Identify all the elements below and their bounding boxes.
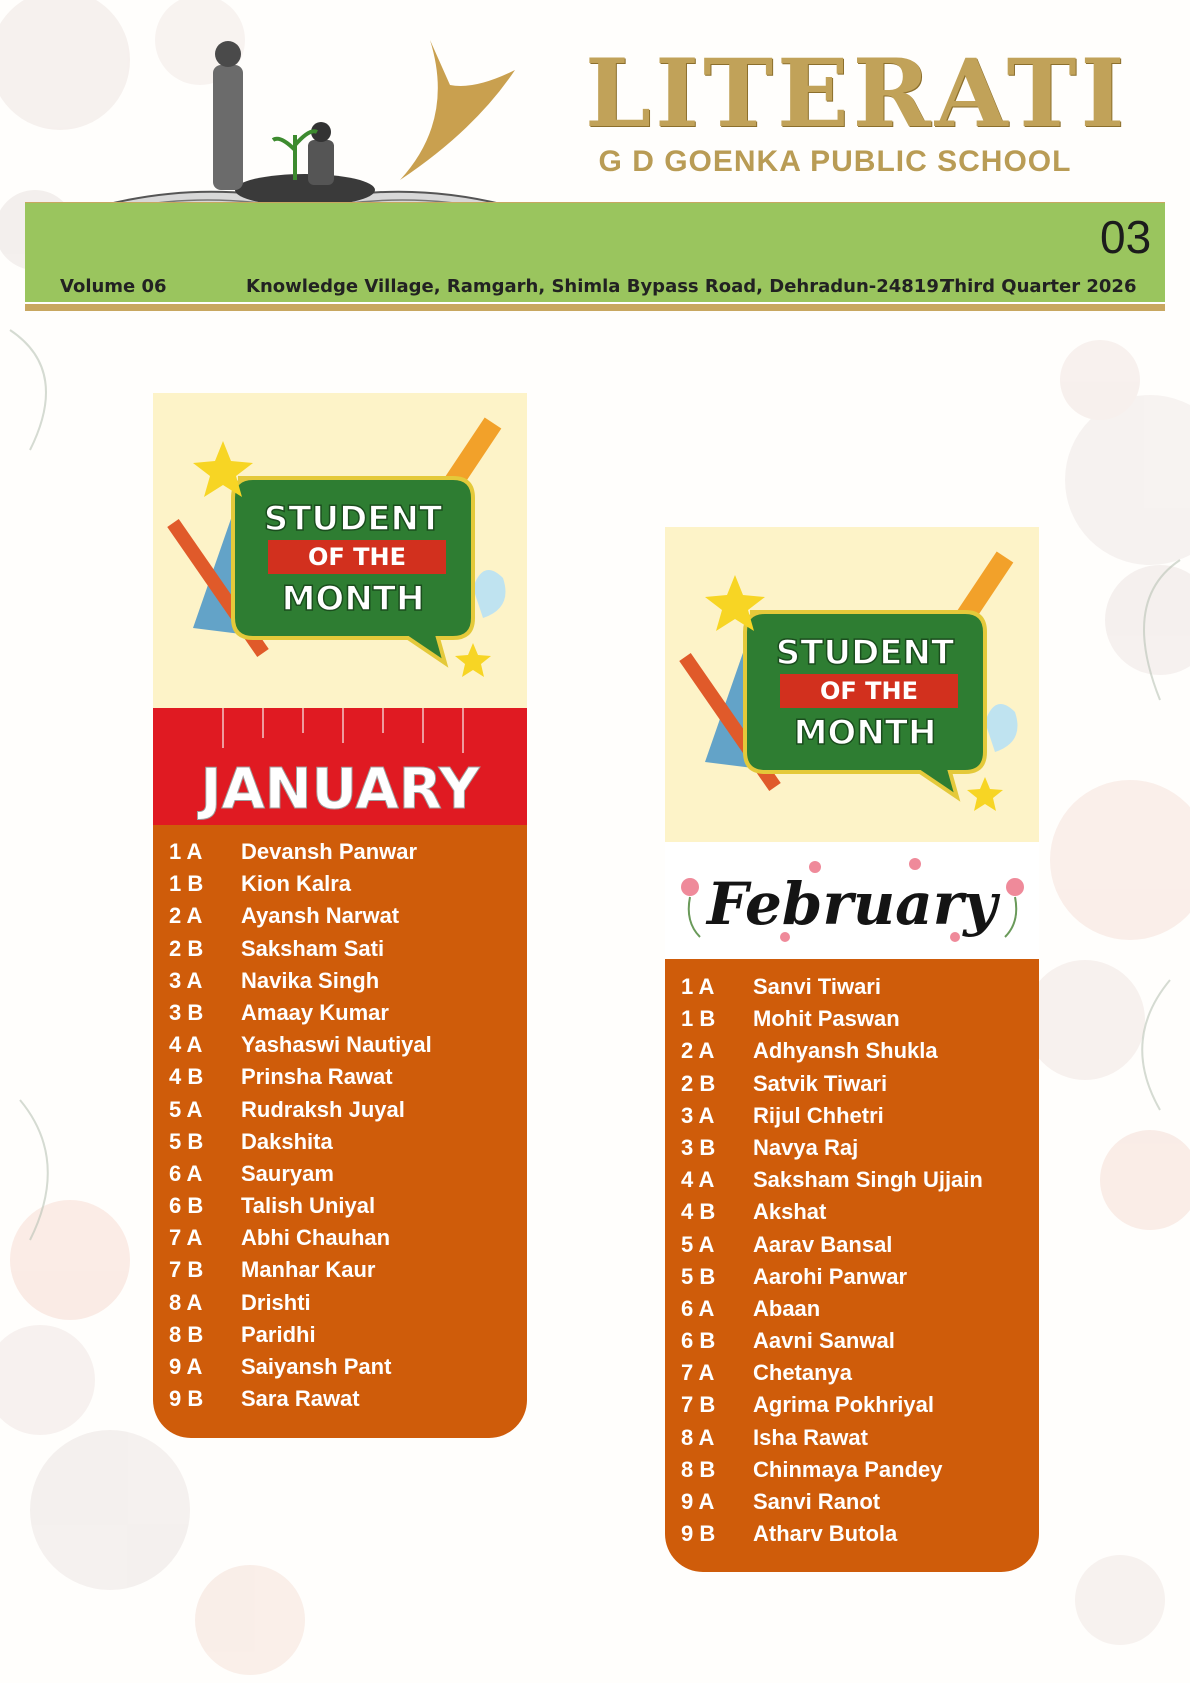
student-of-month-badge: [153, 393, 527, 708]
student-class: 8 A: [681, 1424, 715, 1450]
student-row: [665, 1035, 1039, 1067]
student-row: [665, 1518, 1039, 1550]
student-class: 1 A: [681, 974, 715, 999]
student-name: Aarohi Panwar: [753, 1263, 908, 1289]
month-banner-february: [665, 842, 1039, 959]
student-class: 6 B: [169, 1193, 204, 1219]
student-class: 6 B: [681, 1328, 716, 1354]
student-class: 5 B: [169, 1128, 204, 1154]
month-title-january: JANUARY: [200, 757, 480, 822]
student-row: [153, 900, 527, 932]
student-class: 4 B: [681, 1199, 716, 1225]
student-name: Chinmaya Pandey: [753, 1456, 943, 1482]
student-name: Rudraksh Juyal: [241, 1096, 405, 1122]
quarter-label: Third Quarter 2026: [942, 276, 1137, 297]
student-row: [665, 1164, 1039, 1196]
student-name: Talish Uniyal: [241, 1193, 376, 1219]
student-row: [665, 1229, 1039, 1261]
student-name: Aarav Bansal: [753, 1231, 893, 1257]
student-row: [153, 1351, 527, 1383]
student-name: Saksham Sati: [241, 935, 385, 961]
student-class: 3 B: [681, 1134, 716, 1160]
student-row: [665, 1325, 1039, 1357]
student-class: 8 B: [681, 1456, 716, 1482]
student-class: 4 A: [681, 1167, 715, 1193]
student-row: [665, 1486, 1039, 1518]
student-name: Navya Raj: [753, 1134, 859, 1160]
student-name: Rijul Chhetri: [753, 1102, 884, 1128]
student-class: 9 B: [169, 1386, 204, 1412]
student-row: [153, 868, 527, 900]
student-class: 9 A: [169, 1354, 203, 1379]
badge-line-2: OF THE: [819, 677, 919, 705]
student-row: [665, 1357, 1039, 1389]
student-name: Satvik Tiwari: [753, 1070, 888, 1096]
student-class: 5 A: [681, 1231, 715, 1257]
student-name: Paridhi: [241, 1321, 316, 1347]
student-row: [153, 1287, 527, 1319]
student-class: 8 A: [169, 1289, 203, 1315]
student-of-month-badge: [665, 527, 1039, 842]
student-name: Devansh Panwar: [241, 839, 418, 864]
badge-line-3: MONTH: [793, 713, 937, 753]
student-class: 4 B: [169, 1064, 204, 1090]
student-class: 2 A: [681, 1038, 715, 1064]
student-row: [153, 1319, 527, 1351]
student-name: Saksham Singh Ujjain: [753, 1167, 983, 1193]
january-student-list: [153, 825, 527, 1438]
issue-number: 03: [1100, 211, 1152, 263]
student-class: 6 A: [681, 1295, 715, 1321]
student-row: [153, 1126, 527, 1158]
badge-line-1: STUDENT: [775, 633, 955, 673]
student-name: Sauryam: [241, 1160, 334, 1186]
student-class: 4 A: [169, 1032, 203, 1058]
student-class: 6 A: [169, 1160, 203, 1186]
student-class: 1 A: [169, 839, 203, 864]
student-name: Akshat: [753, 1199, 827, 1225]
student-class: 2 A: [169, 903, 203, 929]
student-class: 7 B: [169, 1257, 204, 1283]
student-name: Sara Rawat: [241, 1386, 360, 1412]
school-name: G D GOENKA PUBLIC SCHOOL: [598, 145, 1072, 178]
student-class: 1 B: [681, 1006, 716, 1032]
student-class: 7 A: [681, 1360, 715, 1386]
student-row: [665, 1261, 1039, 1293]
student-class: 2 B: [169, 935, 204, 961]
student-name: Ayansh Narwat: [241, 903, 400, 929]
school-address: Knowledge Village, Ramgarh, Shimla Bypass Road, Dehradun-248197: [246, 276, 952, 297]
student-class: 2 B: [681, 1070, 716, 1096]
student-row: [153, 933, 527, 965]
student-name: Yashaswi Nautiyal: [241, 1032, 432, 1058]
student-row: [153, 1383, 527, 1415]
student-class: 7 B: [681, 1392, 716, 1418]
student-class: 5 B: [681, 1263, 716, 1289]
student-row: [665, 1454, 1039, 1486]
student-name: Navika Singh: [241, 967, 380, 993]
student-row: [665, 1422, 1039, 1454]
student-class: 9 A: [681, 1489, 715, 1514]
student-name: Agrima Pokhriyal: [753, 1392, 934, 1418]
student-name: Aavni Sanwal: [753, 1328, 895, 1354]
student-row: [153, 965, 527, 997]
student-row: [153, 1061, 527, 1093]
student-name: Adhyansh Shukla: [753, 1038, 938, 1064]
student-row: [665, 1100, 1039, 1132]
student-row: [665, 971, 1039, 1003]
badge-line-2: OF THE: [307, 543, 407, 571]
student-name: Atharv Butola: [753, 1521, 898, 1547]
student-class: 8 B: [169, 1321, 204, 1347]
student-row: [153, 1094, 527, 1126]
student-class: 3 B: [169, 999, 204, 1025]
student-class: 9 B: [681, 1521, 716, 1547]
student-name: Chetanya: [753, 1360, 853, 1386]
student-row: [665, 1003, 1039, 1035]
student-row: [665, 1389, 1039, 1421]
student-name: Saiyansh Pant: [241, 1354, 392, 1379]
february-student-list: [665, 959, 1039, 1572]
student-name: Sanvi Tiwari: [753, 974, 881, 999]
student-row: [665, 1293, 1039, 1325]
student-row: [153, 1029, 527, 1061]
badge-line-1: STUDENT: [263, 499, 443, 539]
month-banner-january: [153, 708, 527, 825]
student-row: [153, 1222, 527, 1254]
student-name: Manhar Kaur: [241, 1257, 376, 1283]
student-name: Kion Kalra: [241, 871, 352, 897]
student-name: Mohit Paswan: [753, 1006, 900, 1032]
student-class: 3 A: [681, 1102, 715, 1128]
student-row: [153, 1190, 527, 1222]
month-title-february: February: [706, 870, 998, 938]
student-name: Drishti: [241, 1289, 311, 1315]
student-name: Dakshita: [241, 1128, 333, 1154]
student-class: 1 B: [169, 871, 204, 897]
volume-label: Volume 06: [60, 276, 167, 297]
student-row: [153, 1254, 527, 1286]
student-name: Abhi Chauhan: [241, 1225, 391, 1251]
student-row: [153, 997, 527, 1029]
student-name: Isha Rawat: [753, 1424, 868, 1450]
badge-line-3: MONTH: [281, 579, 425, 619]
student-row: [665, 1068, 1039, 1100]
header-divider: [25, 304, 1165, 311]
student-name: Sanvi Ranot: [753, 1489, 881, 1514]
student-row: [665, 1132, 1039, 1164]
student-name: Abaan: [753, 1295, 821, 1321]
student-row: [153, 1158, 527, 1190]
student-name: Amaay Kumar: [241, 999, 389, 1025]
student-class: 7 A: [169, 1225, 203, 1251]
student-row: [665, 1196, 1039, 1228]
student-class: 3 A: [169, 967, 203, 993]
student-name: Prinsha Rawat: [241, 1064, 393, 1090]
student-row: [153, 836, 527, 868]
newsletter-title: LITERATI: [585, 39, 1129, 149]
student-class: 5 A: [169, 1096, 203, 1122]
